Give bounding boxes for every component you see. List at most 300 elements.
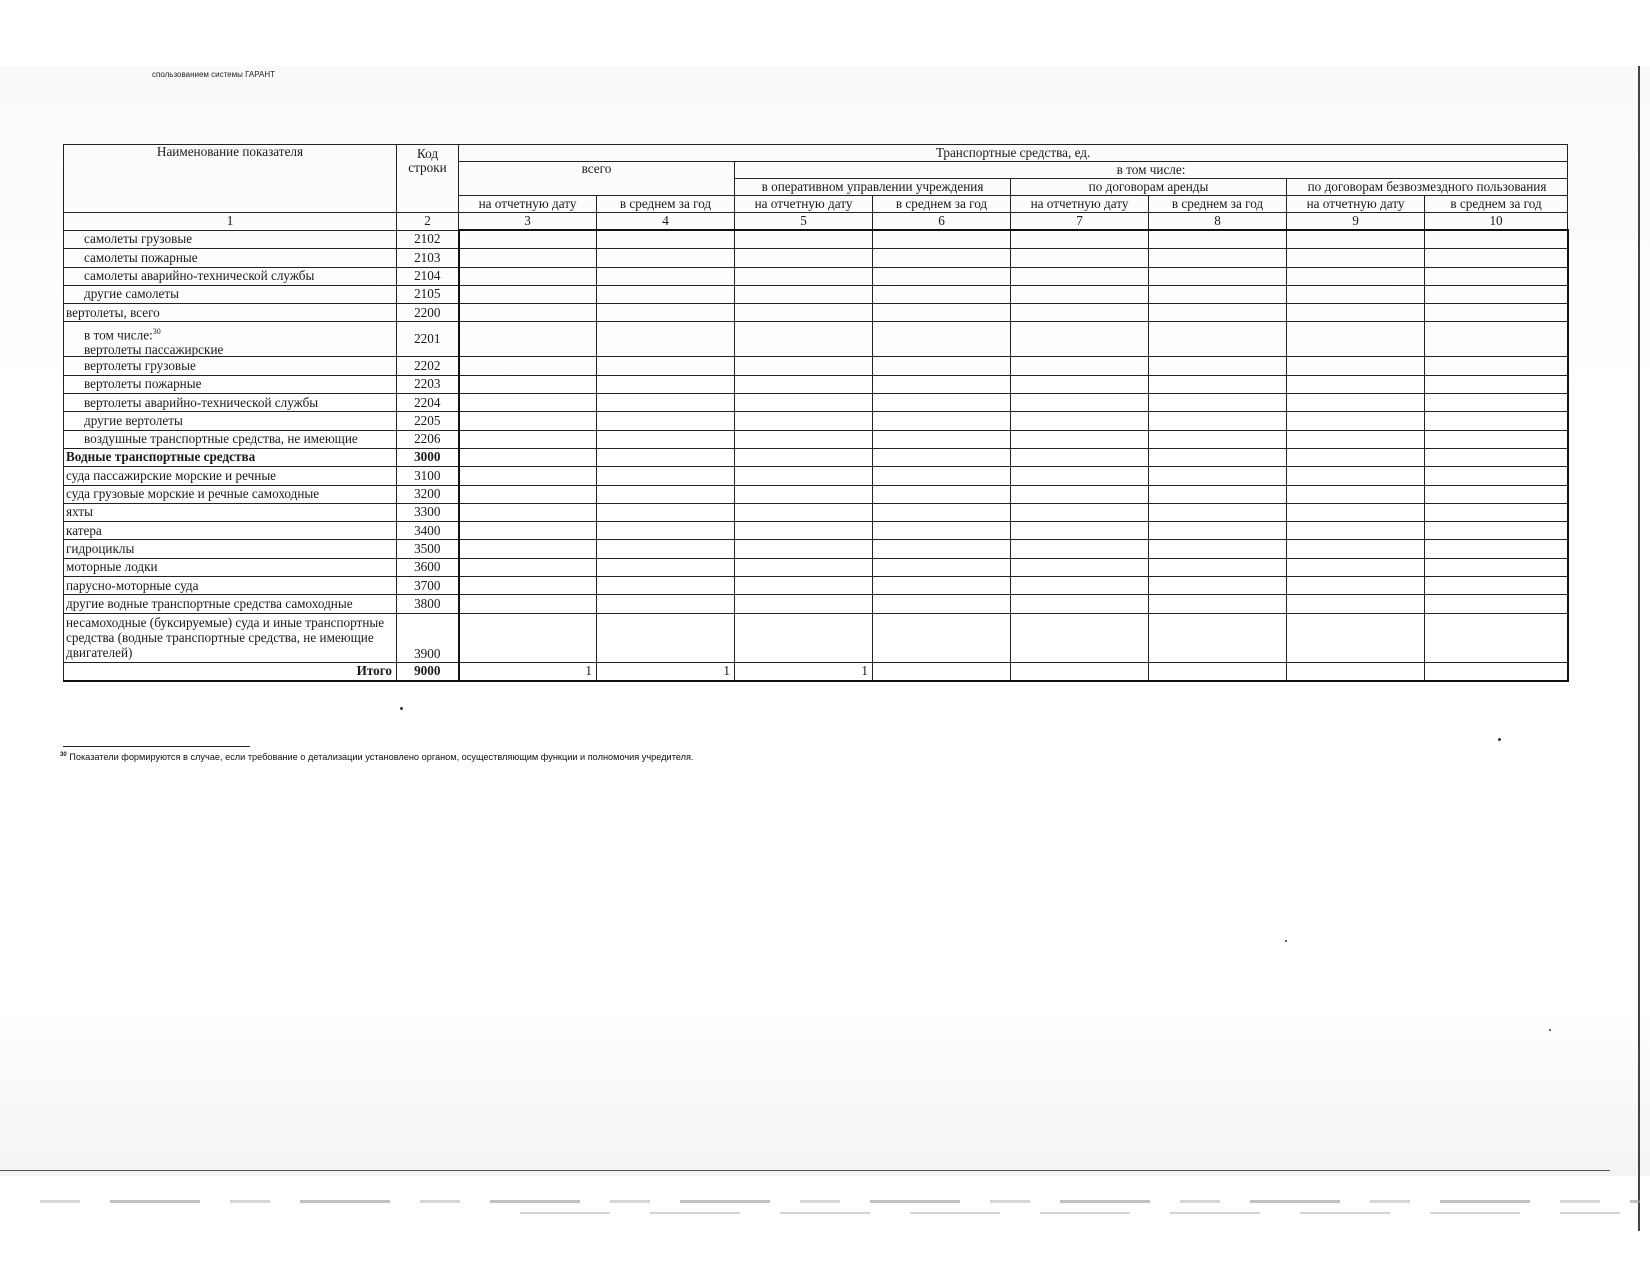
data-cell bbox=[459, 304, 597, 322]
row-name bbox=[64, 430, 397, 448]
data-cell bbox=[1425, 357, 1568, 375]
data-cell bbox=[459, 249, 597, 267]
row-name bbox=[64, 412, 397, 430]
data-cell bbox=[1011, 448, 1149, 466]
data-cell bbox=[1425, 485, 1568, 503]
data-cell bbox=[735, 285, 873, 303]
data-cell bbox=[597, 613, 735, 662]
data-cell bbox=[1287, 467, 1425, 485]
header-on-date: на отчетную дату bbox=[1287, 196, 1425, 213]
data-cell bbox=[873, 467, 1011, 485]
data-cell bbox=[873, 322, 1011, 357]
data-cell bbox=[459, 595, 597, 613]
row-code: 3300 bbox=[397, 503, 459, 521]
data-cell bbox=[1425, 394, 1568, 412]
data-cell bbox=[735, 613, 873, 662]
row-name-text: гидроциклы bbox=[66, 540, 135, 556]
col-number: 1 bbox=[64, 213, 397, 231]
row-name bbox=[64, 503, 397, 521]
data-cell bbox=[1149, 540, 1287, 558]
col-number: 2 bbox=[397, 213, 459, 231]
table-row bbox=[64, 503, 1568, 521]
data-cell bbox=[1011, 285, 1149, 303]
data-cell bbox=[1149, 577, 1287, 595]
data-cell bbox=[1011, 503, 1149, 521]
col-number: 10 bbox=[1425, 213, 1568, 231]
data-cell bbox=[1287, 357, 1425, 375]
data-cell bbox=[1011, 577, 1149, 595]
footnote-separator bbox=[63, 746, 250, 747]
data-cell bbox=[597, 467, 735, 485]
data-cell bbox=[873, 558, 1011, 576]
data-cell bbox=[1011, 613, 1149, 662]
table-row bbox=[64, 375, 1568, 393]
table-row bbox=[64, 448, 1568, 466]
data-cell bbox=[1425, 249, 1568, 267]
data-cell bbox=[459, 448, 597, 466]
row-code: 2103 bbox=[397, 249, 459, 267]
data-cell bbox=[735, 595, 873, 613]
row-name-text: катера bbox=[66, 522, 102, 538]
data-cell bbox=[1287, 230, 1425, 249]
data-cell bbox=[597, 485, 735, 503]
data-cell bbox=[1287, 448, 1425, 466]
data-cell bbox=[1149, 467, 1287, 485]
total-value: 1 bbox=[459, 662, 597, 681]
header-lease: по договорам аренды bbox=[1011, 179, 1287, 196]
row-code: 3200 bbox=[397, 485, 459, 503]
data-cell bbox=[597, 577, 735, 595]
data-cell bbox=[873, 485, 1011, 503]
data-cell bbox=[735, 230, 873, 249]
row-name-text: вертолеты пожарные bbox=[84, 376, 202, 392]
data-cell bbox=[597, 522, 735, 540]
row-name-text: вертолеты грузовые bbox=[84, 358, 196, 373]
data-cell bbox=[1425, 412, 1568, 430]
data-cell bbox=[1425, 577, 1568, 595]
data-cell bbox=[1149, 595, 1287, 613]
row-code: 3900 bbox=[397, 613, 459, 662]
data-cell bbox=[1011, 394, 1149, 412]
table-row bbox=[64, 322, 1568, 357]
row-code: 2105 bbox=[397, 285, 459, 303]
row-name bbox=[64, 394, 397, 412]
data-cell bbox=[459, 577, 597, 595]
data-cell bbox=[1425, 230, 1568, 249]
row-code: 3600 bbox=[397, 558, 459, 576]
total-value: 1 bbox=[597, 662, 735, 681]
row-name-text: другие самолеты bbox=[84, 286, 180, 302]
data-cell bbox=[1149, 558, 1287, 576]
table-row bbox=[64, 522, 1568, 540]
data-cell bbox=[597, 412, 735, 430]
data-cell bbox=[459, 375, 597, 393]
data-cell bbox=[459, 613, 597, 662]
row-code: 2202 bbox=[397, 357, 459, 375]
data-cell bbox=[873, 304, 1011, 322]
total-code: 9000 bbox=[397, 662, 459, 681]
data-cell bbox=[1425, 540, 1568, 558]
data-cell bbox=[1287, 304, 1425, 322]
source-note: спользованием системы ГАРАНТ bbox=[152, 70, 276, 79]
data-cell bbox=[1149, 503, 1287, 521]
data-cell bbox=[1425, 448, 1568, 466]
data-cell bbox=[597, 540, 735, 558]
page-edge-bottom bbox=[0, 1170, 1610, 1171]
header-on-date: на отчетную дату bbox=[735, 196, 873, 213]
row-name bbox=[64, 522, 397, 540]
total-value bbox=[873, 662, 1011, 681]
data-cell bbox=[1287, 430, 1425, 448]
data-cell bbox=[735, 304, 873, 322]
data-cell bbox=[1425, 522, 1568, 540]
row-code: 2205 bbox=[397, 412, 459, 430]
header-avg-year: в среднем за год bbox=[597, 196, 735, 213]
row-name bbox=[64, 577, 397, 595]
row-name-text: парусно-моторные суда bbox=[66, 577, 199, 593]
scan-speck bbox=[1498, 738, 1501, 741]
data-cell bbox=[459, 558, 597, 576]
row-name-text: вертолеты аварийно-технической службы bbox=[84, 394, 319, 410]
data-cell bbox=[1287, 503, 1425, 521]
data-cell bbox=[1011, 485, 1149, 503]
data-cell bbox=[597, 322, 735, 357]
data-cell bbox=[1425, 304, 1568, 322]
data-cell bbox=[1149, 613, 1287, 662]
footnote bbox=[60, 752, 694, 762]
header-on-date: на отчетную дату bbox=[1011, 196, 1149, 213]
row-name bbox=[64, 285, 397, 303]
data-cell bbox=[459, 285, 597, 303]
data-cell bbox=[873, 448, 1011, 466]
data-cell bbox=[873, 249, 1011, 267]
data-cell bbox=[873, 613, 1011, 662]
data-cell bbox=[735, 558, 873, 576]
data-cell bbox=[1425, 430, 1568, 448]
data-cell bbox=[459, 485, 597, 503]
row-name bbox=[64, 595, 397, 613]
data-cell bbox=[597, 357, 735, 375]
row-name bbox=[64, 249, 397, 267]
footnote-ref: 30 bbox=[152, 327, 161, 337]
data-cell bbox=[597, 448, 735, 466]
column-numbers-row bbox=[64, 213, 1568, 231]
data-cell bbox=[1011, 375, 1149, 393]
row-name bbox=[64, 375, 397, 393]
data-cell bbox=[1011, 412, 1149, 430]
row-code: 3400 bbox=[397, 522, 459, 540]
data-cell bbox=[1287, 558, 1425, 576]
data-cell bbox=[1425, 322, 1568, 357]
data-cell bbox=[1425, 285, 1568, 303]
data-cell bbox=[597, 267, 735, 285]
data-cell bbox=[873, 503, 1011, 521]
data-cell bbox=[1287, 522, 1425, 540]
row-name-text: несамоходные (буксируемые) суда и иные транспортные средства (водные транспортные средства, не имеющие двигателей) bbox=[66, 614, 385, 661]
data-cell bbox=[735, 375, 873, 393]
data-cell bbox=[1011, 357, 1149, 375]
data-cell bbox=[1425, 375, 1568, 393]
footnote-mark: 30 bbox=[60, 752, 67, 758]
row-name bbox=[64, 467, 397, 485]
col-number: 3 bbox=[459, 213, 597, 231]
data-cell bbox=[1287, 394, 1425, 412]
row-code: 2203 bbox=[397, 375, 459, 393]
data-cell bbox=[1149, 485, 1287, 503]
row-name-text: самолеты аварийно-технической службы bbox=[84, 268, 315, 284]
data-cell bbox=[1011, 230, 1149, 249]
header-name: Наименование показателя bbox=[64, 145, 397, 213]
data-cell bbox=[873, 595, 1011, 613]
row-code: 2206 bbox=[397, 430, 459, 448]
data-cell bbox=[735, 540, 873, 558]
data-cell bbox=[1149, 357, 1287, 375]
row-name-text: самолеты грузовые bbox=[84, 231, 193, 247]
data-cell bbox=[1287, 322, 1425, 357]
data-cell bbox=[873, 430, 1011, 448]
table-row bbox=[64, 540, 1568, 558]
data-cell bbox=[1011, 558, 1149, 576]
data-cell bbox=[459, 267, 597, 285]
data-cell bbox=[1149, 375, 1287, 393]
col-number: 5 bbox=[735, 213, 873, 231]
row-name bbox=[64, 448, 397, 466]
data-cell bbox=[459, 394, 597, 412]
row-name-text: яхты bbox=[66, 504, 93, 520]
row-name-text: вертолеты, всего bbox=[66, 304, 160, 320]
data-cell bbox=[1425, 267, 1568, 285]
data-cell bbox=[1149, 249, 1287, 267]
row-name-text: другие водные транспортные средства самоходные bbox=[66, 595, 353, 611]
row-code: 3500 bbox=[397, 540, 459, 558]
col-number: 4 bbox=[597, 213, 735, 231]
data-cell bbox=[459, 412, 597, 430]
data-cell bbox=[735, 412, 873, 430]
data-cell bbox=[1149, 394, 1287, 412]
data-cell bbox=[873, 230, 1011, 249]
row-name bbox=[64, 322, 397, 357]
data-cell bbox=[735, 448, 873, 466]
data-cell bbox=[1011, 322, 1149, 357]
total-value bbox=[1287, 662, 1425, 681]
data-cell bbox=[459, 322, 597, 357]
header-free-use: по договорам безвозмездного пользования bbox=[1287, 179, 1568, 196]
col-number: 9 bbox=[1287, 213, 1425, 231]
data-cell bbox=[1287, 412, 1425, 430]
data-cell bbox=[1287, 540, 1425, 558]
total-value bbox=[1149, 662, 1287, 681]
data-cell bbox=[1011, 467, 1149, 485]
data-cell bbox=[1149, 448, 1287, 466]
row-name bbox=[64, 304, 397, 322]
table-row bbox=[64, 394, 1568, 412]
table-row bbox=[64, 467, 1568, 485]
table-row bbox=[64, 412, 1568, 430]
data-cell bbox=[735, 485, 873, 503]
total-row bbox=[64, 662, 1568, 681]
data-cell bbox=[597, 595, 735, 613]
data-cell bbox=[1287, 375, 1425, 393]
row-name bbox=[64, 540, 397, 558]
row-name bbox=[64, 485, 397, 503]
data-cell bbox=[1287, 249, 1425, 267]
data-cell bbox=[735, 430, 873, 448]
data-cell bbox=[1149, 412, 1287, 430]
scan-speck bbox=[1285, 940, 1287, 942]
row-code: 3000 bbox=[397, 448, 459, 466]
data-cell bbox=[1149, 267, 1287, 285]
data-cell bbox=[1011, 540, 1149, 558]
row-code: 2201 bbox=[397, 322, 459, 357]
data-cell bbox=[873, 412, 1011, 430]
data-cell bbox=[1287, 485, 1425, 503]
header-avg-year: в среднем за год bbox=[873, 196, 1011, 213]
data-cell bbox=[1011, 522, 1149, 540]
data-cell bbox=[1011, 304, 1149, 322]
table-row bbox=[64, 304, 1568, 322]
data-cell bbox=[873, 540, 1011, 558]
table-row bbox=[64, 577, 1568, 595]
data-cell bbox=[459, 230, 597, 249]
data-cell bbox=[1011, 430, 1149, 448]
page-edge-right bbox=[1638, 66, 1640, 1231]
data-cell bbox=[1149, 430, 1287, 448]
data-cell bbox=[1287, 267, 1425, 285]
col-number: 6 bbox=[873, 213, 1011, 231]
data-cell bbox=[597, 249, 735, 267]
row-name-text: другие вертолеты bbox=[84, 412, 183, 428]
row-name-text: суда пассажирские морские и речные bbox=[66, 467, 277, 483]
row-name-text: моторные лодки bbox=[66, 559, 158, 575]
row-name-text: Водные транспортные средства bbox=[66, 449, 256, 465]
data-cell bbox=[735, 503, 873, 521]
row-code: 2104 bbox=[397, 267, 459, 285]
table-body bbox=[64, 230, 1568, 681]
header-operational: в оперативном управлении учреждения bbox=[735, 179, 1011, 196]
footnote-text: Показатели формируются в случае, если требование о детализации установлено органом, осуществляющим функции и полномочия учредителя. bbox=[69, 752, 694, 763]
header-total: всего bbox=[459, 162, 735, 196]
table-row bbox=[64, 613, 1568, 662]
row-name-text: вертолеты пассажирские bbox=[84, 341, 224, 357]
header-avg-year: в среднем за год bbox=[1425, 196, 1568, 213]
row-code: 2200 bbox=[397, 304, 459, 322]
data-cell bbox=[1149, 285, 1287, 303]
scan-speck bbox=[1549, 1029, 1551, 1031]
data-cell bbox=[873, 577, 1011, 595]
data-cell bbox=[1287, 285, 1425, 303]
row-name bbox=[64, 558, 397, 576]
data-cell bbox=[1287, 613, 1425, 662]
row-name bbox=[64, 357, 397, 375]
data-cell bbox=[873, 522, 1011, 540]
data-cell bbox=[1425, 595, 1568, 613]
data-cell bbox=[597, 375, 735, 393]
total-value: 1 bbox=[735, 662, 873, 681]
data-cell bbox=[1149, 304, 1287, 322]
data-cell bbox=[597, 285, 735, 303]
data-cell bbox=[1149, 522, 1287, 540]
data-cell bbox=[873, 357, 1011, 375]
data-cell bbox=[597, 304, 735, 322]
table-row bbox=[64, 558, 1568, 576]
total-value bbox=[1011, 662, 1149, 681]
data-cell bbox=[597, 558, 735, 576]
data-cell bbox=[735, 267, 873, 285]
header-avg-year: в среднем за год bbox=[1149, 196, 1287, 213]
header-group-title: Транспортные средства, ед. bbox=[459, 145, 1568, 162]
data-cell bbox=[1287, 595, 1425, 613]
data-cell bbox=[1287, 577, 1425, 595]
data-cell bbox=[1425, 467, 1568, 485]
table-row bbox=[64, 430, 1568, 448]
data-cell bbox=[1011, 267, 1149, 285]
data-cell bbox=[459, 430, 597, 448]
data-cell bbox=[459, 467, 597, 485]
row-name-text: воздушные транспортные средства, не имеющие bbox=[84, 431, 358, 447]
header-code: Код строки bbox=[397, 145, 459, 213]
table-row bbox=[64, 267, 1568, 285]
table-row bbox=[64, 230, 1568, 249]
data-cell bbox=[597, 230, 735, 249]
data-cell bbox=[459, 503, 597, 521]
total-label: Итого bbox=[64, 662, 397, 681]
scan-streak bbox=[40, 1200, 1640, 1203]
data-cell bbox=[597, 503, 735, 521]
data-cell bbox=[735, 467, 873, 485]
data-cell bbox=[1011, 595, 1149, 613]
row-name-text: суда грузовые морские и речные самоходные bbox=[66, 486, 320, 502]
data-cell bbox=[873, 394, 1011, 412]
row-code: 2204 bbox=[397, 394, 459, 412]
total-value bbox=[1425, 662, 1568, 681]
row-code: 3700 bbox=[397, 577, 459, 595]
row-name bbox=[64, 267, 397, 285]
data-cell bbox=[735, 394, 873, 412]
scan-streak bbox=[520, 1212, 1620, 1214]
col-number: 7 bbox=[1011, 213, 1149, 231]
table-header bbox=[64, 145, 1568, 231]
data-cell bbox=[597, 430, 735, 448]
col-number: 8 bbox=[1149, 213, 1287, 231]
data-cell bbox=[735, 577, 873, 595]
table-row bbox=[64, 357, 1568, 375]
data-cell bbox=[735, 322, 873, 357]
transport-table bbox=[63, 144, 1569, 682]
header-on-date: на отчетную дату bbox=[459, 196, 597, 213]
table-row bbox=[64, 249, 1568, 267]
data-cell bbox=[735, 522, 873, 540]
data-cell bbox=[459, 540, 597, 558]
header-including: в том числе: bbox=[735, 162, 1568, 179]
row-code: 2102 bbox=[397, 230, 459, 249]
data-cell bbox=[735, 357, 873, 375]
row-name bbox=[64, 230, 397, 249]
data-cell bbox=[735, 249, 873, 267]
table-row bbox=[64, 595, 1568, 613]
data-cell bbox=[1425, 613, 1568, 662]
data-cell bbox=[1149, 322, 1287, 357]
data-cell bbox=[597, 394, 735, 412]
data-cell bbox=[1425, 503, 1568, 521]
scan-speck bbox=[400, 707, 403, 710]
data-cell bbox=[459, 357, 597, 375]
data-cell bbox=[459, 522, 597, 540]
row-name-text: самолеты пожарные bbox=[84, 249, 198, 265]
row-code: 3100 bbox=[397, 467, 459, 485]
data-cell bbox=[1011, 249, 1149, 267]
data-cell bbox=[1425, 558, 1568, 576]
data-cell bbox=[873, 375, 1011, 393]
